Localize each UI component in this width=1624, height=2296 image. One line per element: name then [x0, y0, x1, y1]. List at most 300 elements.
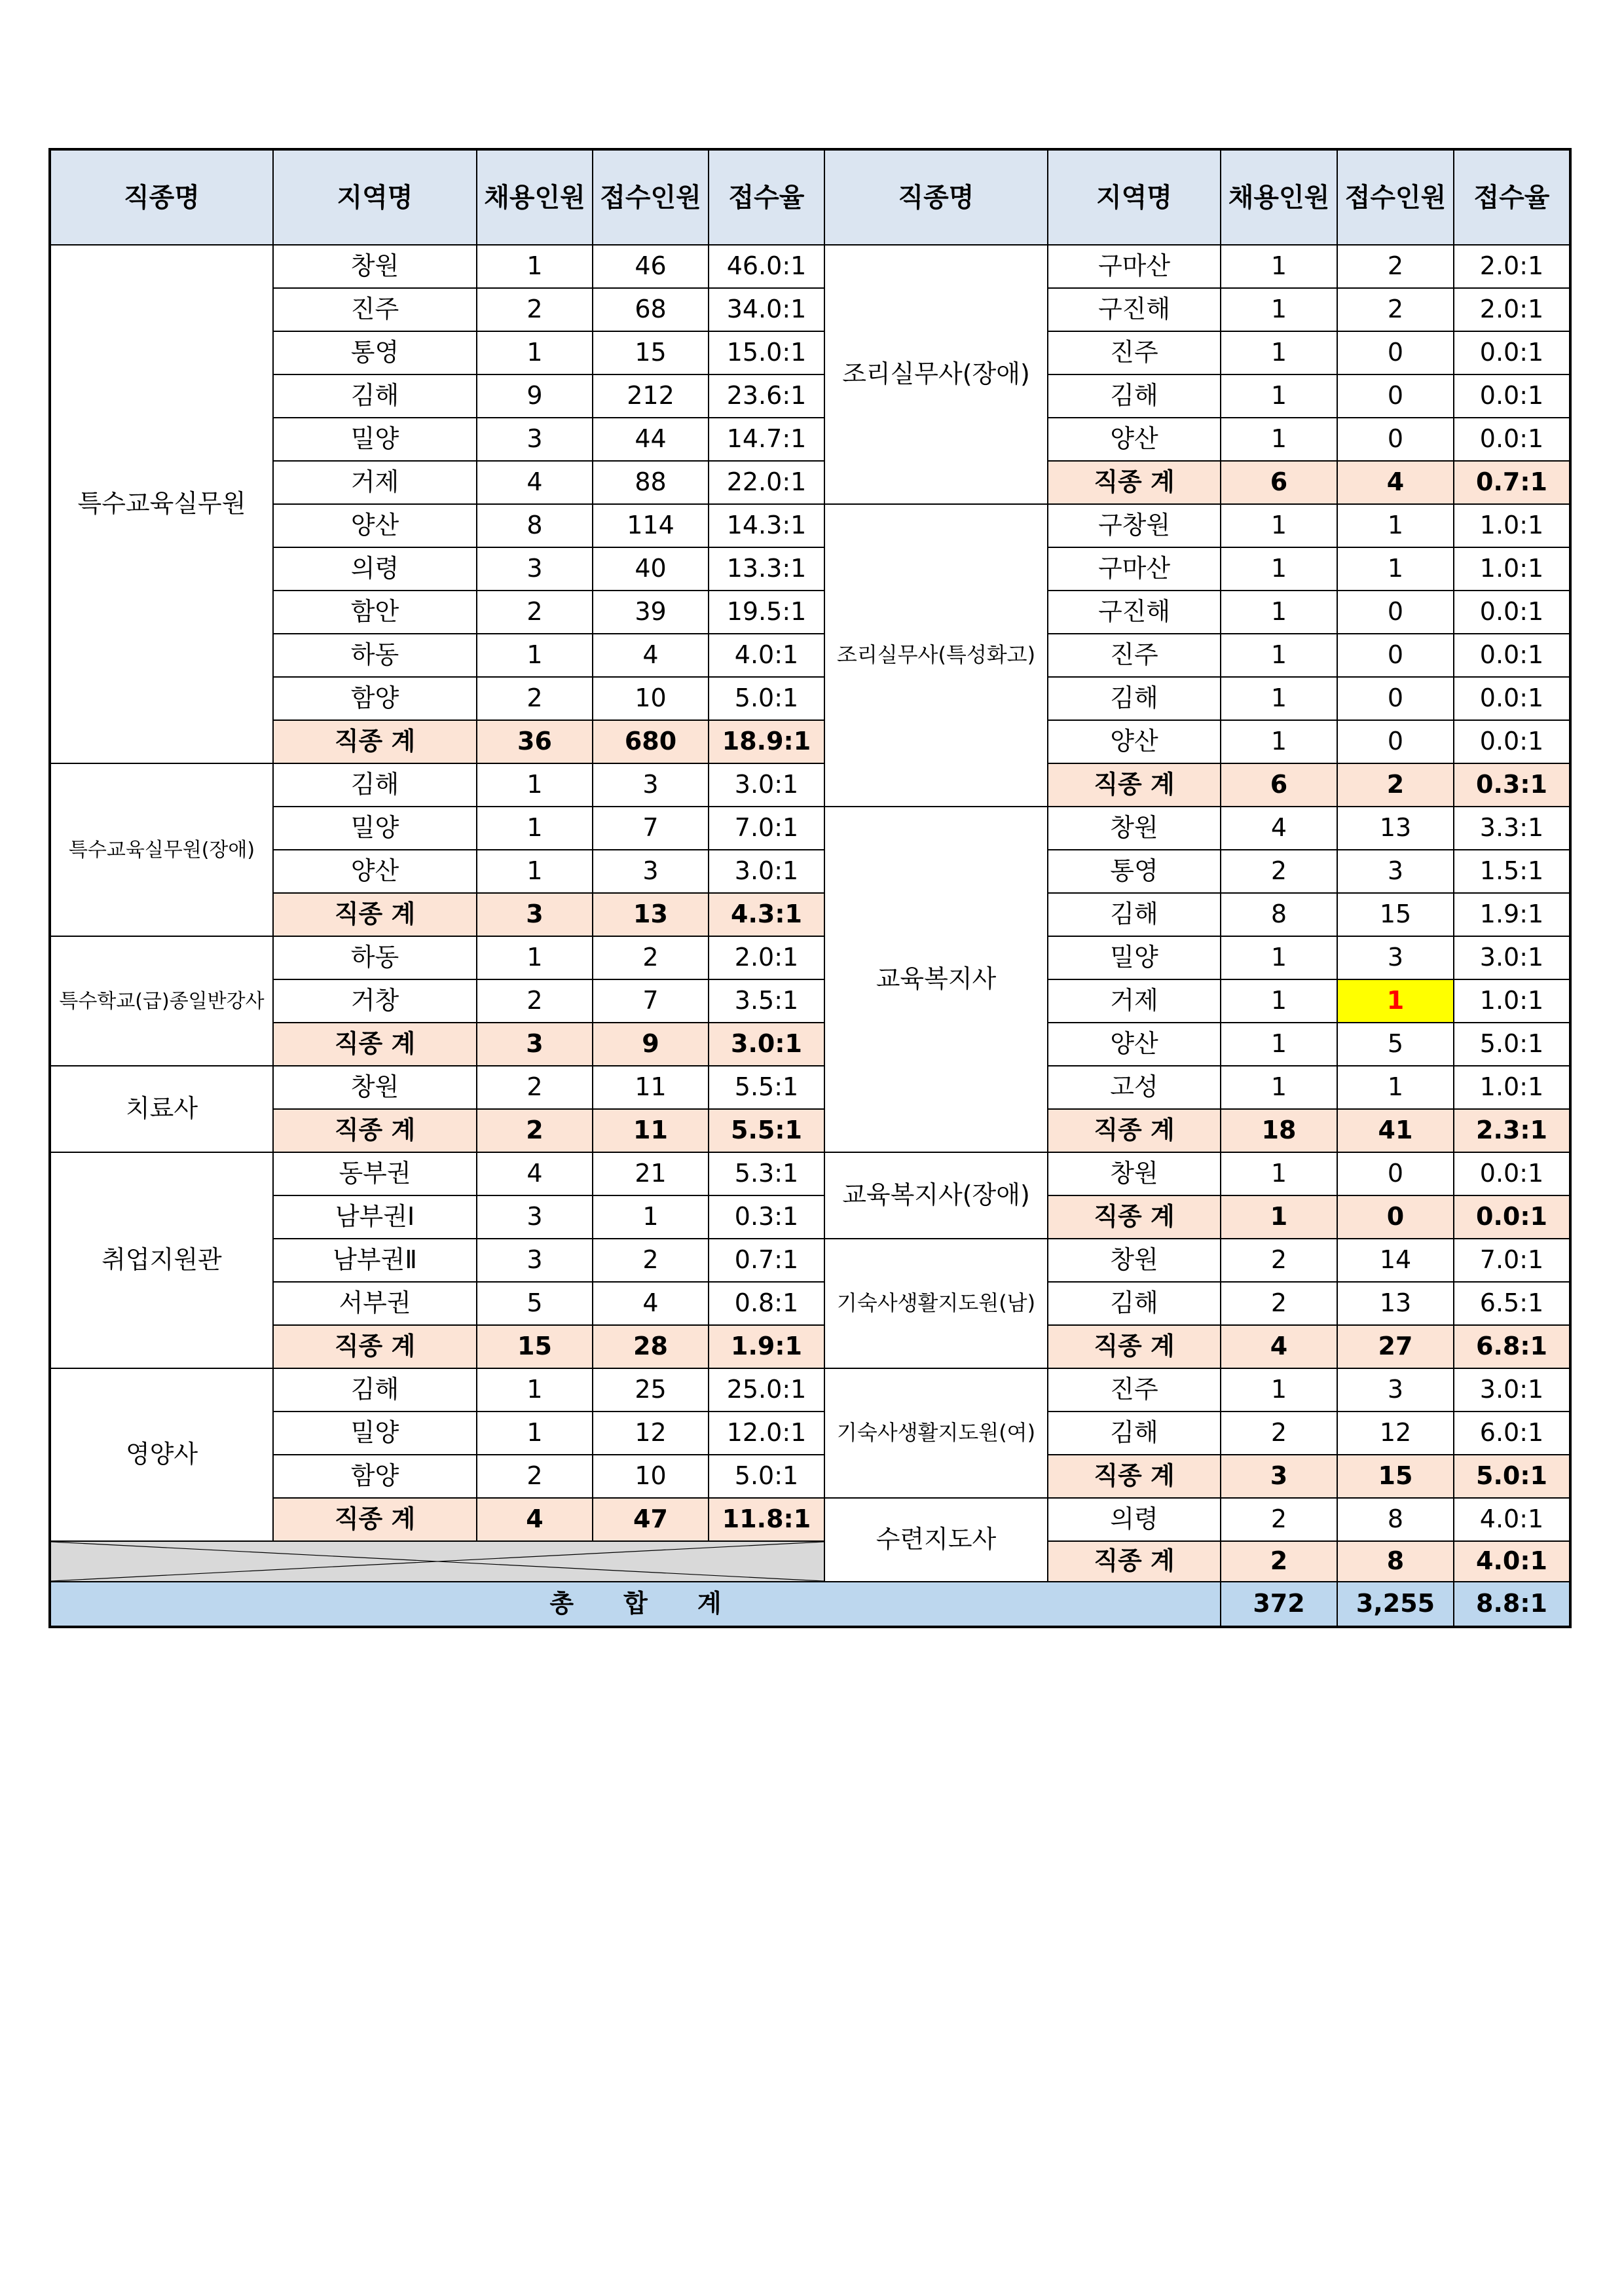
hire-count-cell: 1	[477, 1412, 593, 1455]
cross-mark	[51, 1542, 824, 1581]
table-row	[50, 504, 1570, 547]
header-region: 지역명	[1048, 149, 1221, 245]
rate-cell: 23.6:1	[709, 374, 824, 418]
apply-count-cell: 0	[1337, 418, 1454, 461]
hire-count-cell: 8	[1221, 893, 1337, 936]
rate-cell: 25.0:1	[709, 1368, 824, 1412]
table-row	[50, 1066, 1570, 1109]
apply-count-cell: 68	[593, 288, 709, 331]
rate-cell: 3.0:1	[709, 850, 824, 893]
region-cell: 김해	[1048, 1412, 1221, 1455]
subtotal-hire: 3	[477, 893, 593, 936]
apply-count-cell: 13	[1337, 807, 1454, 850]
region-cell: 진주	[1048, 634, 1221, 677]
apply-count-cell: 5	[1337, 1023, 1454, 1066]
job-name-cell: 수련지도사	[824, 1498, 1048, 1582]
apply-count-cell: 39	[593, 591, 709, 634]
subtotal-rate: 0.0:1	[1454, 1195, 1570, 1239]
rate-cell: 1.0:1	[1454, 979, 1570, 1023]
subtotal-apply: 11	[593, 1109, 709, 1152]
apply-count-cell: 3	[1337, 850, 1454, 893]
rate-cell: 4.0:1	[1454, 1498, 1570, 1541]
hire-count-cell: 2	[1221, 1239, 1337, 1282]
hire-count-cell: 2	[477, 979, 593, 1023]
subtotal-apply: 680	[593, 720, 709, 763]
region-cell: 남부권Ⅰ	[273, 1195, 477, 1239]
apply-count-cell: 1	[1337, 979, 1454, 1023]
apply-count-cell: 0	[1337, 634, 1454, 677]
subtotal-hire: 6	[1221, 763, 1337, 807]
table-row	[50, 1412, 1570, 1455]
region-cell: 양산	[273, 504, 477, 547]
table-row	[50, 288, 1570, 331]
rate-cell: 7.0:1	[709, 807, 824, 850]
grand-total-rate: 8.8:1	[1454, 1582, 1570, 1627]
subtotal-rate: 0.7:1	[1454, 461, 1570, 504]
subtotal-hire: 4	[1221, 1325, 1337, 1368]
apply-count-cell: 14	[1337, 1239, 1454, 1282]
grand-total-hire: 372	[1221, 1582, 1337, 1627]
grand-total-label-char: 합	[623, 1589, 648, 1618]
rate-cell: 0.0:1	[1454, 418, 1570, 461]
table-row	[50, 1239, 1570, 1282]
subtotal-hire: 2	[477, 1109, 593, 1152]
rate-cell: 0.0:1	[1454, 720, 1570, 763]
rate-cell: 13.3:1	[709, 547, 824, 591]
region-cell: 통영	[273, 331, 477, 374]
table-row	[50, 1152, 1570, 1195]
rate-cell: 4.0:1	[709, 634, 824, 677]
region-cell: 구마산	[1048, 245, 1221, 288]
apply-count-cell: 0	[1337, 331, 1454, 374]
apply-count-cell: 4	[593, 634, 709, 677]
rate-cell: 3.0:1	[1454, 936, 1570, 979]
hire-count-cell: 2	[477, 677, 593, 720]
region-cell: 구진해	[1048, 288, 1221, 331]
rate-cell: 0.0:1	[1454, 1152, 1570, 1195]
region-cell: 김해	[273, 1368, 477, 1412]
apply-count-cell: 114	[593, 504, 709, 547]
region-cell: 구창원	[1048, 504, 1221, 547]
subtotal-hire: 3	[1221, 1455, 1337, 1498]
region-cell: 거제	[273, 461, 477, 504]
subtotal-apply: 4	[1337, 461, 1454, 504]
job-name-cell: 교육복지사(장애)	[824, 1152, 1048, 1239]
rate-cell: 12.0:1	[709, 1412, 824, 1455]
region-cell: 양산	[1048, 720, 1221, 763]
apply-count-cell: 2	[593, 1239, 709, 1282]
rate-cell: 7.0:1	[1454, 1239, 1570, 1282]
table-row	[50, 1368, 1570, 1412]
rate-cell: 0.3:1	[709, 1195, 824, 1239]
job-name-cell: 기숙사생활지도원(여)	[824, 1368, 1048, 1498]
hire-count-cell: 1	[1221, 677, 1337, 720]
apply-count-cell: 10	[593, 677, 709, 720]
apply-count-cell: 1	[593, 1195, 709, 1239]
job-name-cell: 조리실무사(특성화고)	[824, 504, 1048, 807]
region-cell: 창원	[273, 1066, 477, 1109]
table-row	[50, 936, 1570, 979]
job-name-cell: 취업지원관	[50, 1152, 273, 1368]
region-cell: 고성	[1048, 1066, 1221, 1109]
hire-count-cell: 2	[477, 1066, 593, 1109]
region-cell: 의령	[1048, 1498, 1221, 1541]
hire-count-cell: 2	[1221, 850, 1337, 893]
subtotal-rate: 4.0:1	[1454, 1541, 1570, 1582]
rate-cell: 5.5:1	[709, 1066, 824, 1109]
region-cell: 진주	[273, 288, 477, 331]
hire-count-cell: 1	[1221, 1023, 1337, 1066]
region-cell: 김해	[273, 763, 477, 807]
subtotal-rate: 0.3:1	[1454, 763, 1570, 807]
subtotal-apply: 8	[1337, 1541, 1454, 1582]
region-cell: 서부권	[273, 1282, 477, 1325]
table-row	[50, 634, 1570, 677]
subtotal-rate: 1.9:1	[709, 1325, 824, 1368]
hire-count-cell: 1	[1221, 245, 1337, 288]
hire-count-cell: 3	[477, 418, 593, 461]
apply-count-cell: 8	[1337, 1498, 1454, 1541]
rate-cell: 1.0:1	[1454, 1066, 1570, 1109]
subtotal-apply: 2	[1337, 763, 1454, 807]
subtotal-label: 직종 계	[273, 893, 477, 936]
apply-count-cell: 0	[1337, 591, 1454, 634]
grand-total-row	[50, 1582, 1570, 1627]
apply-count-cell: 44	[593, 418, 709, 461]
region-cell: 양산	[273, 850, 477, 893]
apply-count-cell: 7	[593, 807, 709, 850]
hire-count-cell: 3	[477, 1239, 593, 1282]
subtotal-label: 직종 계	[1048, 1109, 1221, 1152]
apply-count-cell: 12	[1337, 1412, 1454, 1455]
hire-count-cell: 1	[1221, 634, 1337, 677]
region-cell: 김해	[273, 374, 477, 418]
empty-crossed-cell	[50, 1541, 824, 1582]
region-cell: 김해	[1048, 374, 1221, 418]
table-row	[50, 418, 1570, 461]
apply-count-cell: 1	[1337, 504, 1454, 547]
subtotal-rate: 3.0:1	[709, 1023, 824, 1066]
subtotal-hire: 18	[1221, 1109, 1337, 1152]
apply-count-cell: 15	[1337, 893, 1454, 936]
rate-cell: 1.5:1	[1454, 850, 1570, 893]
subtotal-apply: 0	[1337, 1195, 1454, 1239]
table-row	[50, 1195, 1570, 1239]
job-name-cell: 특수교육실무원	[50, 245, 273, 763]
apply-count-cell: 2	[1337, 245, 1454, 288]
apply-count-cell: 15	[593, 331, 709, 374]
rate-cell: 0.0:1	[1454, 331, 1570, 374]
job-name-cell: 기숙사생활지도원(남)	[824, 1239, 1048, 1368]
subtotal-rate: 18.9:1	[709, 720, 824, 763]
table-row	[50, 1282, 1570, 1325]
table-row	[50, 1541, 1570, 1582]
hire-count-cell: 1	[477, 634, 593, 677]
subtotal-rate: 5.0:1	[1454, 1455, 1570, 1498]
subtotal-rate: 5.5:1	[709, 1109, 824, 1152]
table-row	[50, 245, 1570, 288]
table-row	[50, 547, 1570, 591]
hire-count-cell: 3	[477, 1195, 593, 1239]
header-row	[50, 149, 1570, 245]
rate-cell: 19.5:1	[709, 591, 824, 634]
job-name-cell: 영양사	[50, 1368, 273, 1541]
hire-count-cell: 1	[477, 936, 593, 979]
hire-count-cell: 1	[477, 850, 593, 893]
table-row	[50, 1325, 1570, 1368]
apply-count-cell: 10	[593, 1455, 709, 1498]
apply-count-cell: 0	[1337, 677, 1454, 720]
header-rate: 접수율	[1454, 149, 1570, 245]
grand-total-apply: 3,255	[1337, 1582, 1454, 1627]
hire-count-cell: 1	[1221, 1066, 1337, 1109]
apply-count-cell: 0	[1337, 374, 1454, 418]
subtotal-hire: 6	[1221, 461, 1337, 504]
header-apply: 접수인원	[593, 149, 709, 245]
rate-cell: 1.0:1	[1454, 547, 1570, 591]
rate-cell: 22.0:1	[709, 461, 824, 504]
hire-count-cell: 1	[477, 1368, 593, 1412]
hire-count-cell: 1	[477, 763, 593, 807]
region-cell: 남부권Ⅱ	[273, 1239, 477, 1282]
table-row	[50, 893, 1570, 936]
hire-count-cell: 1	[1221, 374, 1337, 418]
table-row	[50, 591, 1570, 634]
job-name-cell: 조리실무사(장애)	[824, 245, 1048, 504]
apply-count-cell: 3	[1337, 936, 1454, 979]
table-row	[50, 331, 1570, 374]
rate-cell: 5.0:1	[1454, 1023, 1570, 1066]
rate-cell: 5.0:1	[709, 1455, 824, 1498]
header-job: 직종명	[50, 149, 273, 245]
subtotal-rate: 2.3:1	[1454, 1109, 1570, 1152]
subtotal-label: 직종 계	[1048, 1455, 1221, 1498]
apply-count-cell: 3	[1337, 1368, 1454, 1412]
hire-count-cell: 1	[1221, 936, 1337, 979]
rate-cell: 2.0:1	[1454, 288, 1570, 331]
rate-cell: 5.3:1	[709, 1152, 824, 1195]
region-cell: 의령	[273, 547, 477, 591]
header-job: 직종명	[824, 149, 1048, 245]
region-cell: 밀양	[273, 418, 477, 461]
region-cell: 양산	[1048, 418, 1221, 461]
table-row	[50, 461, 1570, 504]
subtotal-apply: 28	[593, 1325, 709, 1368]
rate-cell: 2.0:1	[1454, 245, 1570, 288]
table-row	[50, 1455, 1570, 1498]
region-cell: 구마산	[1048, 547, 1221, 591]
rate-cell: 6.0:1	[1454, 1412, 1570, 1455]
hire-count-cell: 2	[477, 591, 593, 634]
table-row	[50, 850, 1570, 893]
hire-count-cell: 4	[1221, 807, 1337, 850]
rate-cell: 14.3:1	[709, 504, 824, 547]
grand-total-label-char: 총	[549, 1589, 574, 1618]
table-row	[50, 1109, 1570, 1152]
rate-cell: 3.0:1	[709, 763, 824, 807]
header-region: 지역명	[273, 149, 477, 245]
rate-cell: 15.0:1	[709, 331, 824, 374]
hire-count-cell: 2	[477, 288, 593, 331]
subtotal-hire: 36	[477, 720, 593, 763]
hire-count-cell: 1	[1221, 720, 1337, 763]
rate-cell: 0.0:1	[1454, 634, 1570, 677]
region-cell: 밀양	[273, 807, 477, 850]
hire-count-cell: 5	[477, 1282, 593, 1325]
hire-count-cell: 3	[477, 547, 593, 591]
region-cell: 하동	[273, 936, 477, 979]
rate-cell: 0.0:1	[1454, 677, 1570, 720]
region-cell: 통영	[1048, 850, 1221, 893]
region-cell: 동부권	[273, 1152, 477, 1195]
hire-count-cell: 1	[1221, 979, 1337, 1023]
table-row	[50, 374, 1570, 418]
rate-cell: 3.5:1	[709, 979, 824, 1023]
grand-total-label	[50, 1582, 1221, 1627]
apply-count-cell: 2	[593, 936, 709, 979]
region-cell: 거창	[273, 979, 477, 1023]
job-name-cell: 치료사	[50, 1066, 273, 1152]
apply-count-cell: 0	[1337, 720, 1454, 763]
subtotal-label: 직종 계	[1048, 1541, 1221, 1582]
hire-count-cell: 1	[1221, 418, 1337, 461]
region-cell: 김해	[1048, 1282, 1221, 1325]
apply-count-cell: 4	[593, 1282, 709, 1325]
grand-total-label-char: 계	[697, 1589, 722, 1618]
rate-cell: 1.9:1	[1454, 893, 1570, 936]
hire-count-cell: 1	[1221, 1152, 1337, 1195]
apply-count-cell: 3	[593, 763, 709, 807]
hire-count-cell: 8	[477, 504, 593, 547]
hire-count-cell: 1	[1221, 591, 1337, 634]
subtotal-rate: 11.8:1	[709, 1498, 824, 1541]
apply-count-cell: 88	[593, 461, 709, 504]
region-cell: 함양	[273, 1455, 477, 1498]
subtotal-label: 직종 계	[273, 1325, 477, 1368]
hire-count-cell: 4	[477, 461, 593, 504]
table-row	[50, 677, 1570, 720]
apply-count-cell: 212	[593, 374, 709, 418]
hire-count-cell: 1	[477, 245, 593, 288]
rate-cell: 5.0:1	[709, 677, 824, 720]
region-cell: 김해	[1048, 893, 1221, 936]
region-cell: 양산	[1048, 1023, 1221, 1066]
rate-cell: 46.0:1	[709, 245, 824, 288]
subtotal-hire: 4	[477, 1498, 593, 1541]
rate-cell: 3.0:1	[1454, 1368, 1570, 1412]
subtotal-rate: 4.3:1	[709, 893, 824, 936]
apply-count-cell: 7	[593, 979, 709, 1023]
apply-count-cell: 11	[593, 1066, 709, 1109]
header-hire: 채용인원	[477, 149, 593, 245]
apply-count-cell: 13	[1337, 1282, 1454, 1325]
subtotal-label: 직종 계	[1048, 461, 1221, 504]
rate-cell: 14.7:1	[709, 418, 824, 461]
subtotal-label: 직종 계	[273, 1109, 477, 1152]
subtotal-hire: 15	[477, 1325, 593, 1368]
apply-count-cell: 25	[593, 1368, 709, 1412]
hire-count-cell: 1	[1221, 288, 1337, 331]
apply-count-cell: 12	[593, 1412, 709, 1455]
hire-count-cell: 2	[477, 1455, 593, 1498]
subtotal-rate: 6.8:1	[1454, 1325, 1570, 1368]
region-cell: 거제	[1048, 979, 1221, 1023]
hire-count-cell: 1	[1221, 547, 1337, 591]
subtotal-apply: 41	[1337, 1109, 1454, 1152]
table-row	[50, 979, 1570, 1023]
table-row	[50, 1023, 1570, 1066]
region-cell: 밀양	[273, 1412, 477, 1455]
rate-cell: 0.8:1	[709, 1282, 824, 1325]
rate-cell: 0.0:1	[1454, 591, 1570, 634]
table-row	[50, 763, 1570, 807]
subtotal-apply: 13	[593, 893, 709, 936]
table-row	[50, 720, 1570, 763]
subtotal-label: 직종 계	[273, 1498, 477, 1541]
hire-count-cell: 9	[477, 374, 593, 418]
hire-count-cell: 2	[1221, 1498, 1337, 1541]
apply-count-cell: 3	[593, 850, 709, 893]
rate-cell: 34.0:1	[709, 288, 824, 331]
subtotal-label: 직종 계	[1048, 763, 1221, 807]
region-cell: 밀양	[1048, 936, 1221, 979]
rate-cell: 1.0:1	[1454, 504, 1570, 547]
rate-cell: 3.3:1	[1454, 807, 1570, 850]
subtotal-label: 직종 계	[1048, 1325, 1221, 1368]
hire-count-cell: 1	[1221, 331, 1337, 374]
region-cell: 함안	[273, 591, 477, 634]
rate-cell: 6.5:1	[1454, 1282, 1570, 1325]
apply-count-cell: 0	[1337, 1152, 1454, 1195]
subtotal-apply: 27	[1337, 1325, 1454, 1368]
rate-cell: 2.0:1	[709, 936, 824, 979]
region-cell: 함양	[273, 677, 477, 720]
subtotal-label: 직종 계	[273, 1023, 477, 1066]
recruitment-table	[48, 148, 1572, 1628]
apply-count-cell: 21	[593, 1152, 709, 1195]
apply-count-cell: 40	[593, 547, 709, 591]
hire-count-cell: 2	[1221, 1282, 1337, 1325]
table-row	[50, 1498, 1570, 1541]
region-cell: 창원	[273, 245, 477, 288]
region-cell: 진주	[1048, 1368, 1221, 1412]
table-row	[50, 807, 1570, 850]
rate-cell: 0.0:1	[1454, 374, 1570, 418]
subtotal-label: 직종 계	[1048, 1195, 1221, 1239]
hire-count-cell: 1	[477, 807, 593, 850]
region-cell: 창원	[1048, 807, 1221, 850]
region-cell: 구진해	[1048, 591, 1221, 634]
apply-count-cell: 1	[1337, 1066, 1454, 1109]
job-name-cell: 특수교육실무원(장애)	[50, 763, 273, 936]
region-cell: 진주	[1048, 331, 1221, 374]
subtotal-label: 직종 계	[273, 720, 477, 763]
hire-count-cell: 1	[1221, 504, 1337, 547]
region-cell: 창원	[1048, 1152, 1221, 1195]
header-apply: 접수인원	[1337, 149, 1454, 245]
subtotal-apply: 47	[593, 1498, 709, 1541]
hire-count-cell: 1	[477, 331, 593, 374]
subtotal-hire: 1	[1221, 1195, 1337, 1239]
subtotal-apply: 15	[1337, 1455, 1454, 1498]
subtotal-hire: 3	[477, 1023, 593, 1066]
apply-count-cell: 46	[593, 245, 709, 288]
subtotal-apply: 9	[593, 1023, 709, 1066]
header-hire: 채용인원	[1221, 149, 1337, 245]
job-name-cell: 교육복지사	[824, 807, 1048, 1152]
rate-cell: 0.7:1	[709, 1239, 824, 1282]
region-cell: 하동	[273, 634, 477, 677]
